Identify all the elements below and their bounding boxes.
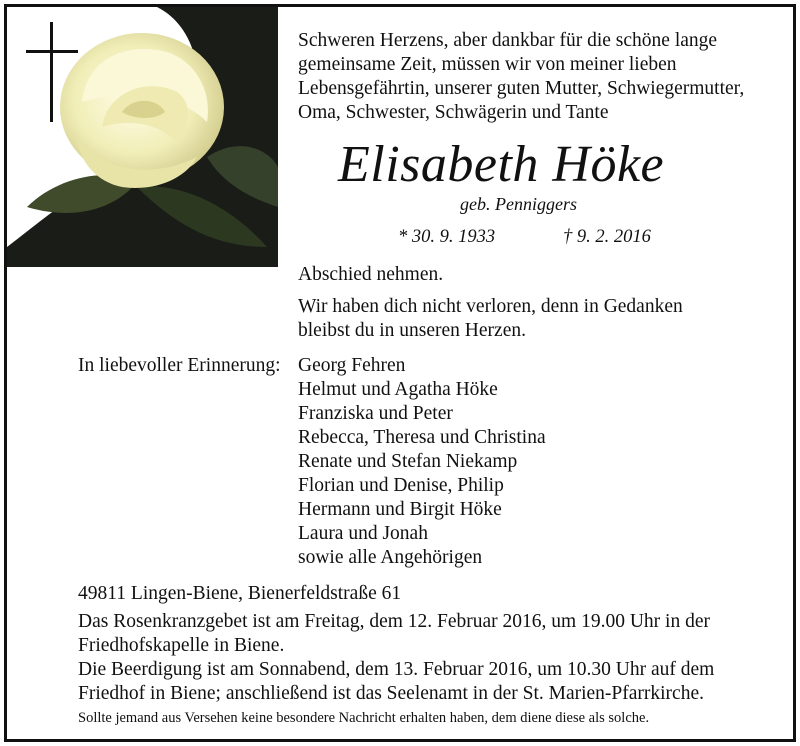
mourner-name: Renate und Stefan Niekamp <box>298 451 518 472</box>
intro-line: gemeinsame Zeit, müssen wir von meiner lieben <box>298 54 677 75</box>
mourner-name: Franziska und Peter <box>298 403 453 424</box>
verse-line: Wir haben dich nicht verloren, denn in Gedanken <box>298 296 683 317</box>
mourner-name: Rebecca, Theresa und Christina <box>298 427 546 448</box>
mourner-name: Florian und Denise, Philip <box>298 475 504 496</box>
cross-icon <box>26 22 78 122</box>
event-line: Das Rosenkranzgebet ist am Freitag, dem 12. Februar 2016, um 19.00 Uhr in der <box>78 611 710 632</box>
event-line: Friedhof in Biene; anschließend ist das Seelenamt in der St. Marien-Pfarrkirche. <box>78 683 704 704</box>
notice-text: Sollte jemand aus Versehen keine besondere Nachricht erhalten haben, dem diene diese als solche. <box>78 710 650 726</box>
service-details <box>78 610 714 706</box>
memory-label: In liebevoller Erinnerung: <box>78 355 281 376</box>
death-date: † 9. 2. 2016 <box>563 227 651 247</box>
intro-text <box>298 29 744 125</box>
verse-line: bleibst du in unseren Herzen. <box>298 320 526 341</box>
mourner-name: Georg Fehren <box>298 355 406 376</box>
mourners-list <box>298 354 546 570</box>
mourner-name: sowie alle Angehörigen <box>298 547 483 568</box>
deceased-name: Elisabeth Höke <box>338 136 665 193</box>
intro-line: Schweren Herzens, aber dankbar für die schöne lange <box>298 30 718 51</box>
mourner-name: Helmut und Agatha Höke <box>298 379 498 400</box>
mourner-name: Hermann und Birgit Höke <box>298 499 502 520</box>
address: 49811 Lingen-Biene, Bienerfeldstraße 61 <box>78 583 402 604</box>
intro-line: Oma, Schwester, Schwägerin und Tante <box>298 102 609 123</box>
intro-line: Lebensgefährtin, unserer guten Mutter, Schwiegermutter, <box>298 78 745 99</box>
birth-name: geb. Penniggers <box>460 194 577 214</box>
mourner-name: Laura und Jonah <box>298 523 428 544</box>
farewell-heading: Abschied nehmen. <box>298 264 444 285</box>
farewell-verse <box>298 295 683 343</box>
birth-date: * 30. 9. 1933 <box>398 227 496 247</box>
event-line: Die Beerdigung ist am Sonnabend, dem 13. Februar 2016, um 10.30 Uhr auf dem <box>78 659 715 680</box>
event-line: Friedhofskapelle in Biene. <box>78 635 285 656</box>
